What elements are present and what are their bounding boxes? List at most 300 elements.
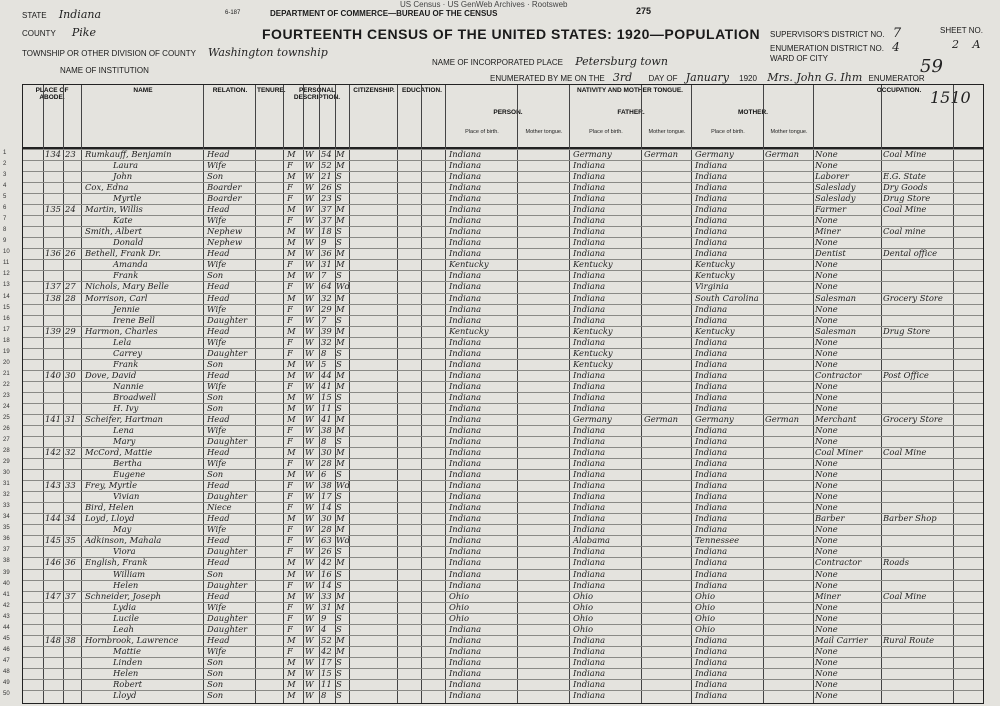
ward-field <box>770 54 828 63</box>
enumerated-label: ENUMERATED BY ME ON THE <box>490 74 605 83</box>
sex-cell: M <box>287 634 296 645</box>
row-number: 4 <box>3 183 7 190</box>
relation-cell: Head <box>207 557 230 568</box>
dwelling-number-cell: 137 <box>45 281 61 292</box>
row-number: 38 <box>3 558 10 565</box>
county-label: COUNTY <box>22 29 56 38</box>
mother-birthplace-cell: Indiana <box>695 579 728 590</box>
person-name-cell: Dove, David <box>85 369 137 380</box>
table-row <box>3 634 983 647</box>
sex-cell: M <box>287 557 296 568</box>
industry-cell: Grocery Store <box>883 413 943 424</box>
table-row <box>3 325 983 338</box>
age-cell: 30 <box>321 513 332 524</box>
sex-cell: M <box>287 678 296 689</box>
marital-status-cell: S <box>336 182 342 193</box>
marital-status-cell: M <box>336 325 345 336</box>
race-cell: W <box>305 469 314 480</box>
table-row <box>3 568 983 581</box>
birthplace-cell: Indiana <box>449 292 482 303</box>
table-row <box>3 402 983 415</box>
family-number-cell: 31 <box>65 413 76 424</box>
birthplace-cell: Indiana <box>449 524 482 535</box>
marital-status-cell: S <box>336 623 342 634</box>
race-cell: W <box>305 645 314 656</box>
sex-cell: M <box>287 469 296 480</box>
dwelling-number-cell: 141 <box>45 413 61 424</box>
marital-status-cell: S <box>336 546 342 557</box>
father-birthplace-cell: Indiana <box>573 502 606 513</box>
row-number: 39 <box>3 569 10 576</box>
sex-cell: F <box>287 347 293 358</box>
row-number: 20 <box>3 359 10 366</box>
township-field <box>22 46 328 59</box>
relation-cell: Daughter <box>207 314 248 325</box>
person-name-cell: May <box>113 524 132 535</box>
dwelling-number-cell: 140 <box>45 369 61 380</box>
marital-status-cell: S <box>336 193 342 204</box>
enumerated-month: January <box>685 71 729 84</box>
father-birthplace-cell: Indiana <box>573 436 606 447</box>
occupation-cell: Salesman <box>815 325 856 336</box>
family-number-cell: 26 <box>65 248 76 259</box>
mother-birthplace-cell: Indiana <box>695 480 728 491</box>
birthplace-cell: Kentucky <box>449 259 489 270</box>
sex-cell: F <box>287 436 293 447</box>
father-birthplace-cell: Indiana <box>573 281 606 292</box>
table-row <box>3 204 983 216</box>
table-row <box>3 667 983 680</box>
age-cell: 18 <box>321 226 332 237</box>
table-row <box>3 546 983 558</box>
mother-birthplace-cell: Indiana <box>695 513 728 524</box>
age-cell: 29 <box>321 303 332 314</box>
row-number: 44 <box>3 624 10 631</box>
table-row <box>3 447 983 459</box>
table-row <box>3 391 983 404</box>
mother-birthplace-cell: Germany <box>695 149 734 159</box>
person-name-cell: Linden <box>113 656 143 667</box>
birthplace-cell: Indiana <box>449 182 482 193</box>
father-birthplace-cell: Kentucky <box>573 325 613 336</box>
marital-status-cell: Wd <box>336 480 350 491</box>
birthplace-cell: Indiana <box>449 402 482 413</box>
marital-status-cell: M <box>336 557 345 568</box>
age-cell: 31 <box>321 259 332 270</box>
mother-birthplace-cell: Indiana <box>695 303 728 314</box>
birthplace-cell: Indiana <box>449 502 482 513</box>
enumerated-day: 3rd <box>612 71 633 84</box>
form-number: 6-187 <box>225 10 241 16</box>
age-cell: 14 <box>321 502 332 513</box>
person-name-cell: William <box>113 568 146 579</box>
marital-status-cell: S <box>336 270 342 281</box>
father-birthplace-cell: Indiana <box>573 314 606 325</box>
father-birthplace-cell: Ohio <box>573 590 593 601</box>
mother-birthplace-cell: Indiana <box>695 215 728 226</box>
row-number: 17 <box>3 326 10 333</box>
sex-cell: F <box>287 303 293 314</box>
industry-cell: Roads <box>883 557 910 568</box>
race-cell: W <box>305 215 314 226</box>
age-cell: 38 <box>321 425 332 435</box>
race-cell: W <box>305 524 314 535</box>
marital-status-cell: M <box>336 204 345 215</box>
father-birthplace-cell: Indiana <box>573 546 606 557</box>
person-name-cell: Lloyd <box>113 689 137 700</box>
age-cell: 14 <box>321 579 332 590</box>
relation-cell: Wife <box>207 160 227 171</box>
father-birthplace-cell: Indiana <box>573 171 606 182</box>
mother-birthplace-cell: Indiana <box>695 369 728 380</box>
race-cell: W <box>305 413 314 424</box>
age-cell: 26 <box>321 546 332 557</box>
age-cell: 42 <box>321 557 332 568</box>
birthplace-cell: Indiana <box>449 369 482 380</box>
father-birthplace-cell: Indiana <box>573 369 606 380</box>
father-birthplace-cell: Indiana <box>573 193 606 204</box>
table-row <box>3 347 983 360</box>
corner-number: 1510 <box>930 88 971 107</box>
marital-status-cell: S <box>336 469 342 480</box>
relation-cell: Daughter <box>207 546 248 557</box>
family-number-cell: 28 <box>65 292 76 303</box>
person-name-cell: Helen <box>113 579 139 590</box>
relation-header: RELATION. <box>212 87 248 94</box>
row-number: 21 <box>3 370 10 377</box>
marital-status-cell: M <box>336 369 345 380</box>
age-cell: 11 <box>321 402 332 413</box>
father-birthplace-cell: Kentucky <box>573 358 613 369</box>
race-cell: W <box>305 601 314 612</box>
sheet-field <box>940 26 983 35</box>
occupation-cell: None <box>815 160 838 171</box>
occupation-cell: None <box>815 535 838 546</box>
occupation-cell: Dentist <box>815 248 846 259</box>
occupation-cell: None <box>815 667 838 678</box>
father-birthplace-cell: Indiana <box>573 226 606 237</box>
occupation-cell: None <box>815 402 838 413</box>
relation-cell: Head <box>207 292 230 303</box>
relation-cell: Wife <box>207 215 227 226</box>
birthplace-cell: Indiana <box>449 380 482 391</box>
row-number: 13 <box>3 282 10 289</box>
occupation-cell: None <box>815 237 838 248</box>
father-birthplace-cell: Indiana <box>573 204 606 215</box>
sex-cell: M <box>287 513 296 524</box>
mother-birthplace-cell: Indiana <box>695 182 728 193</box>
race-cell: W <box>305 325 314 336</box>
ward-label: WARD OF CITY <box>770 54 828 63</box>
person-name-cell: Carrey <box>113 347 143 358</box>
marital-status-cell: S <box>336 358 342 369</box>
family-number-cell: 29 <box>65 325 76 336</box>
supervisor-field <box>770 26 901 41</box>
industry-cell: Grocery Store <box>883 292 943 303</box>
marital-status-cell: S <box>336 237 342 248</box>
age-cell: 37 <box>321 215 332 226</box>
occupation-cell: Saleslady <box>815 182 856 193</box>
race-cell: W <box>305 182 314 193</box>
stamp-number: 59 <box>920 56 943 77</box>
sex-cell: F <box>287 215 293 226</box>
occupation-cell: None <box>815 336 838 347</box>
marital-status-cell: S <box>336 667 342 678</box>
enumerator-label: ENUMERATOR <box>868 74 925 83</box>
relation-cell: Daughter <box>207 623 248 634</box>
row-number: 12 <box>3 271 10 278</box>
occupation-cell: Mail Carrier <box>815 634 868 645</box>
sex-cell: M <box>287 171 296 182</box>
person-name-cell: Jennie <box>113 303 140 314</box>
father-birthplace-cell: Indiana <box>573 469 606 480</box>
age-cell: 52 <box>321 160 332 171</box>
row-number: 40 <box>3 580 10 587</box>
birthplace-cell: Indiana <box>449 535 482 546</box>
relation-cell: Son <box>207 469 224 480</box>
age-cell: 54 <box>321 149 332 159</box>
age-cell: 26 <box>321 182 332 193</box>
table-row <box>3 590 983 603</box>
table-row <box>3 292 983 305</box>
row-number: 46 <box>3 646 10 653</box>
dwelling-number-cell: 138 <box>45 292 61 303</box>
marital-status-cell: S <box>336 391 342 402</box>
relation-cell: Head <box>207 480 230 491</box>
table-row <box>3 380 983 393</box>
township-value: Washington township <box>208 46 328 59</box>
relation-cell: Head <box>207 369 230 380</box>
sex-cell: M <box>287 292 296 303</box>
table-row <box>3 535 983 547</box>
sex-cell: F <box>287 193 293 204</box>
table-row <box>3 369 983 382</box>
relation-cell: Nephew <box>207 237 243 248</box>
mother-birthplace-cell: Indiana <box>695 524 728 535</box>
mother-birthplace-cell: Tennessee <box>695 535 740 546</box>
occupation-cell: Coal Miner <box>815 447 863 458</box>
industry-cell: Coal Mine <box>883 447 927 458</box>
department-line: DEPARTMENT OF COMMERCE—BUREAU OF THE CENSUS <box>270 9 498 18</box>
relation-cell: Head <box>207 248 230 259</box>
father-birthplace-cell: Indiana <box>573 568 606 579</box>
occupation-cell: None <box>815 281 838 292</box>
marital-status-cell: S <box>336 347 342 358</box>
occupation-cell: None <box>815 689 838 700</box>
place-of-abode-header: PLACE OF ABODE. <box>35 87 69 101</box>
race-cell: W <box>305 336 314 347</box>
marital-status-cell: M <box>336 524 345 535</box>
race-cell: W <box>305 160 314 171</box>
race-cell: W <box>305 634 314 645</box>
birthplace-cell: Indiana <box>449 546 482 557</box>
father-birthplace-cell: Germany <box>573 413 612 424</box>
age-cell: 41 <box>321 380 332 391</box>
birthplace-cell: Indiana <box>449 678 482 689</box>
relation-cell: Son <box>207 358 224 369</box>
county-field <box>22 26 96 39</box>
row-number: 32 <box>3 492 10 499</box>
birthplace-cell: Ohio <box>449 612 469 623</box>
row-number: 19 <box>3 348 10 355</box>
occupation-cell: Contractor <box>815 557 862 568</box>
mother-birthplace-cell: Indiana <box>695 204 728 215</box>
table-row <box>3 601 983 614</box>
marital-status-cell: S <box>336 579 342 590</box>
race-cell: W <box>305 491 314 502</box>
relation-cell: Wife <box>207 259 227 270</box>
age-cell: 9 <box>321 237 327 248</box>
education-header: EDUCATION. <box>402 87 442 94</box>
family-number-cell: 37 <box>65 590 76 601</box>
occupation-cell: None <box>815 436 838 447</box>
race-cell: W <box>305 579 314 590</box>
birthplace-cell: Indiana <box>449 215 482 226</box>
industry-cell: Post Office <box>883 369 929 380</box>
age-cell: 41 <box>321 413 332 424</box>
race-cell: W <box>305 502 314 513</box>
sex-cell: M <box>287 248 296 259</box>
mother-birthplace-cell: Indiana <box>695 314 728 325</box>
sex-cell: F <box>287 281 293 292</box>
father-birthplace-cell: Indiana <box>573 425 606 435</box>
table-row <box>3 678 983 691</box>
person-name-cell: Mary <box>113 436 136 447</box>
relation-cell: Son <box>207 270 224 281</box>
occupation-cell: None <box>815 612 838 623</box>
industry-cell: Coal Mine <box>883 590 927 601</box>
row-number: 27 <box>3 437 10 444</box>
industry-cell: Rural Route <box>883 634 935 645</box>
father-birthplace-cell: Kentucky <box>573 259 613 270</box>
person-name-cell: Kate <box>113 215 133 226</box>
table-row <box>3 491 983 503</box>
birthplace-cell: Indiana <box>449 425 482 435</box>
person-name-cell: Vivian <box>113 491 140 502</box>
marital-status-cell: M <box>336 248 345 259</box>
relation-cell: Head <box>207 535 230 546</box>
personal-header: PERSONAL DESCRIPTION. <box>293 87 341 101</box>
table-row <box>3 358 983 371</box>
industry-cell: Coal Mine <box>883 204 927 215</box>
race-cell: W <box>305 380 314 391</box>
race-cell: W <box>305 347 314 358</box>
person-name-cell: Laura <box>113 160 138 171</box>
sex-cell: F <box>287 314 293 325</box>
row-number: 5 <box>3 194 7 201</box>
relation-cell: Head <box>207 413 230 424</box>
person-header: PERSON. <box>493 109 523 116</box>
relation-cell: Son <box>207 568 224 579</box>
birthplace-cell: Indiana <box>449 347 482 358</box>
relation-cell: Son <box>207 689 224 700</box>
row-number: 1 <box>3 150 7 156</box>
sex-cell: F <box>287 380 293 391</box>
mother-tongue-cell: German <box>765 413 799 424</box>
race-cell: W <box>305 259 314 270</box>
birthplace-cell: Indiana <box>449 281 482 292</box>
sheet-side: A <box>972 38 981 51</box>
mother-birthplace-cell: Indiana <box>695 502 728 513</box>
occupation-cell: Salesman <box>815 292 856 303</box>
birthplace-cell: Indiana <box>449 314 482 325</box>
age-cell: 11 <box>321 678 332 689</box>
sex-cell: M <box>287 689 296 700</box>
family-number-cell: 24 <box>65 204 76 215</box>
row-number: 14 <box>3 293 10 300</box>
age-cell: 9 <box>321 612 327 623</box>
person-name-cell: English, Frank <box>85 557 148 568</box>
enumeration-value: 4 <box>892 40 900 54</box>
row-number: 47 <box>3 657 10 664</box>
row-number: 33 <box>3 503 10 510</box>
table-row <box>3 171 983 183</box>
sex-cell: F <box>287 491 293 502</box>
father-birthplace-cell: Indiana <box>573 270 606 281</box>
birthplace-cell: Indiana <box>449 480 482 491</box>
mother-birthplace-cell: Indiana <box>695 226 728 237</box>
row-number: 48 <box>3 668 10 675</box>
row-number: 50 <box>3 690 10 697</box>
sex-cell: M <box>287 325 296 336</box>
person-name-cell: Lydia <box>113 601 137 612</box>
mother-birthplace-cell: Indiana <box>695 391 728 402</box>
age-cell: 42 <box>321 645 332 656</box>
age-cell: 23 <box>321 193 332 204</box>
relation-cell: Head <box>207 281 230 292</box>
page-number: 275 <box>636 6 652 16</box>
birthplace-cell: Indiana <box>449 171 482 182</box>
occupation-cell: Miner <box>815 226 841 237</box>
father-birthplace-cell: Indiana <box>573 215 606 226</box>
sex-cell: F <box>287 546 293 557</box>
person-name-cell: Mattie <box>113 645 141 656</box>
sex-cell: M <box>287 447 296 458</box>
occupation-cell: None <box>815 358 838 369</box>
row-number: 41 <box>3 591 10 598</box>
table-row <box>3 215 983 227</box>
marital-status-cell: M <box>336 215 345 226</box>
person-name-cell: Smith, Albert <box>85 226 142 237</box>
person-name-cell: Leah <box>113 623 134 634</box>
birthplace-cell: Indiana <box>449 634 482 645</box>
marital-status-cell: S <box>336 612 342 623</box>
name-header: NAME <box>133 87 153 94</box>
sex-cell: F <box>287 336 293 347</box>
race-cell: W <box>305 678 314 689</box>
father-birthplace-cell: Indiana <box>573 237 606 248</box>
age-cell: 4 <box>321 623 327 634</box>
table-row <box>3 248 983 260</box>
marital-status-cell: S <box>336 402 342 413</box>
enumeration-label: ENUMERATION DISTRICT NO. <box>770 44 884 53</box>
table-row <box>3 513 983 525</box>
person-name-cell: Robert <box>113 678 143 689</box>
age-cell: 6 <box>321 469 327 480</box>
birthplace-cell: Indiana <box>449 413 482 424</box>
dwelling-number-cell: 135 <box>45 204 61 215</box>
mother-birthplace-cell: Indiana <box>695 678 728 689</box>
race-cell: W <box>305 303 314 314</box>
relation-cell: Daughter <box>207 491 248 502</box>
occupation-cell: Merchant <box>815 413 857 424</box>
sheet-number: 2 <box>952 38 959 51</box>
race-cell: W <box>305 226 314 237</box>
birthplace-cell: Indiana <box>449 513 482 524</box>
relation-cell: Son <box>207 678 224 689</box>
row-number: 22 <box>3 381 10 388</box>
race-cell: W <box>305 689 314 700</box>
